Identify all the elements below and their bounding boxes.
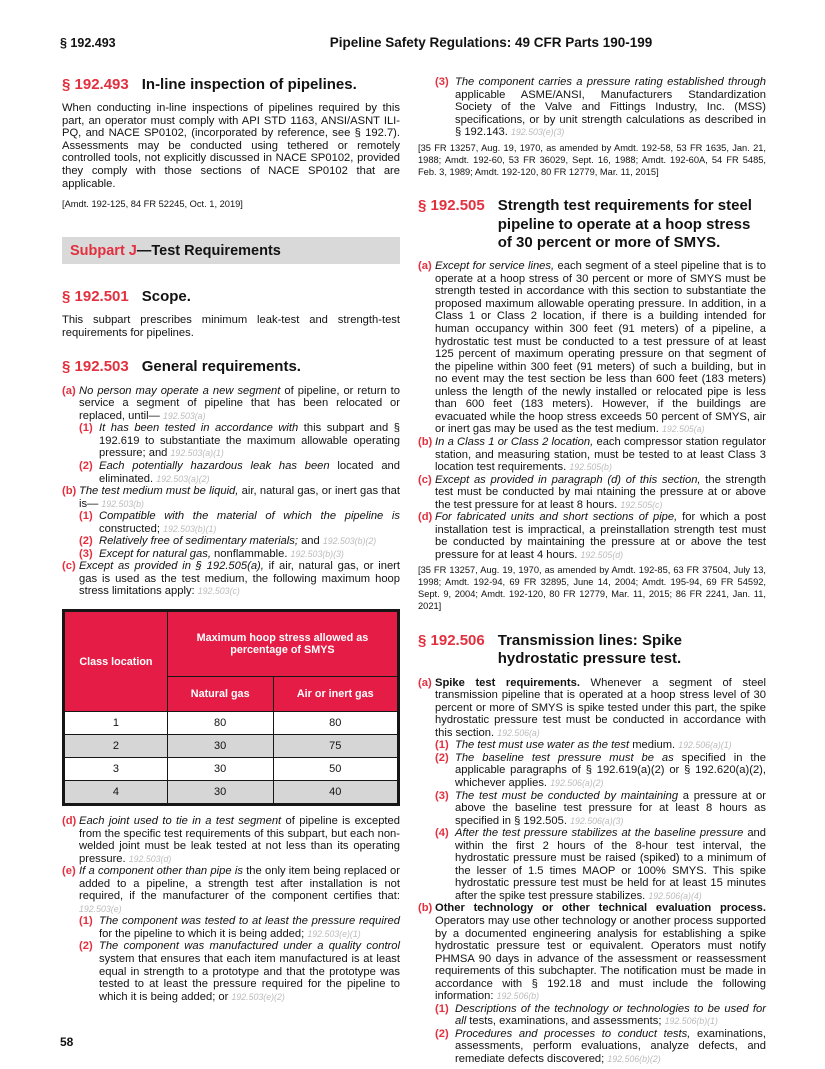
section-number: § 192.503 — [62, 358, 129, 376]
section-heading — [418, 632, 766, 669]
citation-ref: 192.506(b) — [496, 991, 540, 1002]
paragraph-label: (2) — [79, 459, 93, 472]
subpart-banner — [62, 237, 400, 264]
table-cell: 30 — [167, 735, 273, 758]
regulation-paragraph — [435, 752, 766, 790]
paragraph-lead: The component was manufactured under a quality control — [99, 940, 400, 953]
paragraph-label: (1) — [79, 510, 93, 523]
paragraph-lead: After the test pressure stabilizes at the baseline pressure — [455, 827, 744, 840]
amendment-note: [35 FR 13257, Aug. 19, 1970, as amended by Amdt. 192-85, 63 FR 37504, July 13, 1998; Amdt. 192-94, 69 FR 32895, June 14, 2004; Amdt. 195-94, 69 FR 54592, Sept. 9, 2004; Amdt. 192-120, 80 FR 12779, Mar. 11, 2015; 86 FR 2241, Jan. 11, 2021] — [418, 565, 766, 612]
section-number: § 192.505 — [418, 197, 485, 215]
paragraph-lead: No person may operate a new segment — [79, 384, 281, 397]
paragraph-label: (a) — [418, 260, 432, 273]
citation-ref: 192.506(a)(1) — [678, 740, 732, 751]
table-sub-header: Natural gas — [167, 677, 273, 712]
paragraph-lead: The baseline test pressure must be as — [455, 751, 674, 764]
paragraph-label: (3) — [79, 547, 93, 560]
section-heading — [418, 197, 766, 252]
citation-ref: 192.506(a) — [497, 727, 540, 738]
paragraph-label: (d) — [62, 815, 77, 827]
regulation-paragraph — [62, 865, 400, 915]
table-header — [64, 611, 399, 712]
regulation-paragraph — [418, 260, 766, 436]
table-cell: 40 — [273, 781, 398, 805]
running-header-title: Pipeline Safety Regulations: 49 CFR Parts 190-199 — [329, 35, 653, 50]
hoop-stress-table — [62, 609, 400, 806]
table-row — [64, 781, 399, 805]
table-row — [64, 712, 399, 735]
paragraph-label: (2) — [435, 751, 449, 764]
paragraph-text: located and eliminated. — [99, 459, 400, 485]
citation-ref: 192.503(a)(1) — [170, 448, 224, 459]
citation-ref: 192.503(b)(1) — [163, 523, 217, 534]
citation-ref: 192.506(b)(2) — [607, 1053, 661, 1064]
table-cell: 75 — [273, 735, 398, 758]
paragraph-label: (2) — [79, 535, 93, 548]
citation-ref: 192.503(b)(2) — [322, 536, 377, 547]
regulation-paragraph — [418, 436, 766, 474]
section-number: § 192.501 — [62, 288, 129, 306]
paragraph-label: (e) — [62, 865, 76, 878]
citation-ref: 192.503(e)(3) — [511, 127, 565, 138]
regulation-paragraph — [435, 739, 766, 752]
amendment-note: [35 FR 13257, Aug. 19, 1970, as amended by Amdt. 192-58, 53 FR 1635, Jan. 21, 1988; Amdt. 192-60, 53 FR 36029, Sept. 16, 1988; Amdt. 192-60A, 54 FR 5485, Feb. 3, 1989; Amdt. 192-120, 80 FR 12779, Mar. 11, 2015] — [418, 142, 766, 177]
citation-ref: 192.506(a)(4) — [648, 890, 702, 901]
paragraph-label: (4) — [435, 827, 449, 840]
regulation-paragraph — [79, 422, 400, 460]
section-number: § 192.493 — [62, 76, 129, 93]
citation-ref: 192.503(e) — [79, 903, 122, 914]
paragraph-lead: Other technology or other technical evaluation process. — [435, 902, 766, 915]
regulation-paragraph — [418, 677, 766, 740]
paragraph-text: of pipeline is excepted from the specific test requirements of this subpart, but each non-welded joint must be leak tested at not less than its operating pressure. — [79, 815, 400, 865]
paragraph-text: a pressure at or above the baseline test pressure for at least 8 hours as specified in § 192.505. — [455, 789, 766, 827]
regulation-paragraph — [418, 902, 766, 1002]
regulation-paragraph — [62, 815, 400, 865]
paragraph-lead: Except as provided in paragraph (d) of this section, — [435, 473, 701, 486]
subpart-banner-red: Subpart J — [70, 243, 137, 260]
paragraph-lead: The test must be conducted by maintaining — [455, 789, 679, 802]
citation-ref: 192.503(b)(3) — [290, 548, 344, 559]
section-title: Transmission lines: Spike hydrostatic pressure test. — [497, 631, 682, 668]
body-paragraph: When conducting in-line inspections of pipelines required by this part, an operator must comply with API STD 1163, ANSI/ASNT ILI-PQ, and NACE SP0102, (incorporated by reference, see § 192.7). Assessments may be conducted using tethered or remotely controlled tools, not explicitly discussed in NACE SP0102, provided they comply with those sections of NACE SP0102 that are applicable. — [62, 102, 400, 190]
regulation-paragraph — [79, 460, 400, 485]
table-cell: 2 — [64, 735, 168, 758]
table-cell: 50 — [273, 758, 398, 781]
table-header-row — [64, 611, 399, 677]
paragraph-label: (b) — [418, 435, 433, 448]
regulation-paragraph — [79, 510, 400, 535]
page-number: 58 — [60, 1035, 74, 1049]
regulation-paragraph — [435, 827, 766, 902]
table-cell: 80 — [273, 712, 398, 735]
regulation-paragraph — [435, 1003, 766, 1028]
citation-ref: 192.503(a) — [162, 410, 206, 421]
citation-ref: 192.505(a) — [661, 424, 705, 435]
paragraph-text: Operators may use other technology or another process supported by a documented engineering analysis for establishing a spike hydrostatic pressure test or equivalent. Operators must notify PHMSA 90 days in advance of the assessment or reassessment requirements of this subchapter. The notification must be made in accordance with § 192.18 and must include the following information: — [435, 914, 766, 1003]
paragraph-lead: Except as provided in § 192.505(a), — [79, 560, 264, 573]
section-heading — [62, 358, 400, 376]
section-title: In-line inspection of pipelines. — [141, 76, 357, 93]
regulation-paragraph — [62, 385, 400, 423]
regulation-paragraph — [79, 535, 400, 548]
paragraph-text: examinations, assessments, perform evaluations, analyze defects, and remediate defects discovered; — [455, 1027, 766, 1065]
citation-ref: 192.505(b) — [569, 462, 612, 473]
paragraph-label: (1) — [79, 915, 93, 928]
paragraph-lead: Compatible with the material of which the pipeline is — [99, 510, 400, 523]
citation-ref: 192.505(c) — [620, 499, 663, 510]
running-header-section: § 192.493 — [60, 36, 116, 50]
paragraph-lead: Relatively free of sedimentary materials; — [99, 535, 298, 548]
paragraph-label: (2) — [79, 940, 93, 953]
paragraph-lead: The test must use water as the test — [455, 739, 630, 752]
citation-ref: 192.503(c) — [197, 586, 240, 597]
paragraph-label: (1) — [435, 739, 449, 752]
paragraph-text: nonflammable. — [210, 547, 291, 560]
paragraph-lead: Each joint used to tie in a test segment — [79, 815, 282, 827]
paragraph-text: each compressor station regulator station, and measuring station, must be tested to at least Class 3 location test requirements. — [435, 435, 766, 474]
table-cell: 80 — [167, 712, 273, 735]
subpart-banner-title: —Test Requirements — [136, 243, 281, 260]
paragraph-label: (3) — [435, 789, 449, 802]
paragraph-lead: Except for service lines, — [435, 260, 555, 273]
regulation-paragraph — [418, 474, 766, 512]
paragraph-text: and — [297, 535, 323, 548]
table-row — [64, 735, 399, 758]
table-row — [64, 758, 399, 781]
paragraph-text: Whenever a segment of steel transmission pipeline that is operated at a hoop stress level of 30 percent or more of SMYS is spike tested under this part, the spike hydrostatic pressure test must be conducted in accordance with this section. — [435, 676, 767, 739]
paragraph-label: (c) — [418, 473, 432, 486]
table-cell: 30 — [167, 758, 273, 781]
paragraph-lead: Each potentially hazardous leak has been — [99, 459, 330, 472]
paragraph-lead: For fabricated units and short sections of pipe, — [435, 511, 678, 524]
table-sub-header: Air or inert gas — [273, 677, 398, 712]
section-heading — [62, 76, 400, 94]
paragraph-text: this subpart and § 192.619 to substantiate the maximum allowable operating pressure; and — [99, 422, 400, 460]
paragraph-text: the only item being replaced or added to a pipeline, a strength test after installation is not required, if the manufacturer of the component certifies that: — [79, 865, 400, 903]
paragraph-text: medium. — [629, 739, 679, 752]
regulation-paragraph — [418, 511, 766, 561]
right-column — [418, 74, 766, 1066]
regulation-paragraph — [435, 1028, 766, 1066]
paragraph-text: applicable ASME/ANSI, Manufacturers Standardization Society of the Valve and Fittings Industry, Inc. (MSS) specifications, or by unit strength calculations as described in § 192.143. — [455, 88, 766, 139]
paragraph-label: (b) — [418, 902, 433, 915]
paragraph-text: for the pipeline to which it is being added; — [99, 927, 308, 940]
paragraph-lead: Except for natural gas, — [99, 547, 211, 560]
table-body — [64, 712, 399, 805]
paragraph-label: (c) — [62, 560, 76, 573]
paragraph-lead: Descriptions of the technology or technologies to be used for all — [455, 1002, 766, 1028]
table-cell: 3 — [64, 758, 168, 781]
paragraph-label: (b) — [62, 485, 77, 498]
citation-ref: 192.506(a)(3) — [570, 815, 624, 826]
regulation-paragraph — [79, 940, 400, 1003]
paragraph-text: constructed; — [99, 522, 164, 535]
citation-ref: 192.503(b) — [101, 498, 144, 509]
paragraph-text: of pipeline, or return to service a segment of pipeline that has been relocated or replaced, until— — [79, 384, 400, 422]
paragraph-label: (1) — [435, 1002, 449, 1015]
paragraph-lead: It has been tested in accordance with — [99, 422, 299, 435]
section-title: General requirements. — [141, 358, 301, 376]
paragraph-lead: The component carries a pressure rating established through — [455, 76, 766, 88]
regulation-paragraph — [62, 485, 400, 510]
two-column-body — [62, 74, 766, 1066]
paragraph-lead: The component was tested to at least the pressure required — [99, 915, 400, 928]
paragraph-label: (2) — [435, 1027, 449, 1040]
paragraph-text: the strength test must be conducted by mai ntaining the pressure at or above the test pressure for at least 8 hours. — [435, 473, 766, 511]
citation-ref: 192.503(e)(1) — [307, 928, 361, 939]
paragraph-lead: If a component other than pipe is — [79, 865, 243, 878]
paragraph-text: air, natural gas, or inert gas that is— — [79, 485, 400, 510]
paragraph-lead: Procedures and processes to conduct tests, — [455, 1027, 691, 1040]
table-cell: 4 — [64, 781, 168, 805]
paragraph-text: system that ensures that each item manufactured is at least equal in strength to a prototype and that the prototype was tested to at least the pressure required for the pipeline to which it is being added; or — [99, 953, 400, 1003]
citation-ref: 192.506(b)(1) — [664, 1016, 718, 1027]
table-cell: 30 — [167, 781, 273, 805]
paragraph-lead: Spike test requirements. — [435, 676, 580, 689]
citation-ref: 192.505(d) — [580, 549, 624, 560]
section-heading — [62, 288, 400, 306]
amendment-note: [Amdt. 192-125, 84 FR 52245, Oct. 1, 2019] — [62, 199, 243, 210]
paragraph-label: (3) — [435, 76, 449, 88]
body-paragraph: This subpart prescribes minimum leak-test and strength-test requirements for pipelines. — [62, 314, 400, 339]
paragraph-label: (1) — [79, 422, 93, 435]
citation-ref: 192.503(a)(2) — [156, 473, 210, 484]
paragraph-text: specified in the applicable paragraphs of § 192.619(a)(2) or § 192.620(a)(2), whichever applies. — [455, 751, 766, 789]
table-cell: 1 — [64, 712, 168, 735]
paragraph-text: for which a post installation test is impractical, a preinstallation strength test must be conducted by maintaining the pressure at or above the test pressure for at least 4 hours. — [435, 511, 766, 561]
paragraph-text: each segment of a steel pipeline that is to operate at a hoop stress of 30 percent or more of SMYS must be strength tested in accordance with this section to substantiate the proposed maximum allowable operating pressure. In addition, in a Class 1 or Class 2 location, if there is a building intended for human occupancy within 300 feet (91 meters) of a pipeline, a hydrostatic test must be conducted to a test pressure of at least 125 percent of maximum operating pressure on that segment of the pipeline within 300 feet (91 meters) of such a building, but in no event may the test section be less than 600 feet (183 meters) unless the length of the newly installed or relocated pipe is less than 600 feet (183 meters). However, if the buildings are evacuated while the hoop stress exceeds 50 percent of SMYS, air or inert gas may be used as the test medium. — [435, 260, 766, 436]
paragraph-text: and within the first 2 hours of the 8-hour test interval, the hydrostatic pressure must be raised (spiked) to a minimum of the lesser of 1.5 times MAOP or 100% SMYS. This spike hydrostatic pressure test must be held for at least 15 minutes after the spike test pressure stabilizes. — [455, 827, 766, 902]
table-corner-header: Class location — [64, 611, 168, 712]
paragraph-lead: In a Class 1 or Class 2 location, — [435, 435, 594, 448]
regulation-paragraph — [79, 915, 400, 940]
regulation-paragraph — [62, 560, 400, 598]
section-title: Strength test requirements for steel pipeline to operate at a hoop stress of 30 percent or more of SMYS. — [497, 197, 752, 251]
section-number: § 192.506 — [418, 631, 485, 649]
regulation-paragraph — [79, 548, 400, 561]
citation-ref: 192.503(e)(2) — [231, 991, 285, 1002]
paragraph-text: tests, examinations, and assessments; — [466, 1015, 665, 1028]
paragraph-lead: The test medium must be liquid, — [79, 485, 239, 498]
paragraph-label: (d) — [418, 511, 433, 524]
citation-ref: 192.503(d) — [128, 853, 172, 864]
table-span-header: Maximum hoop stress allowed as percentage of SMYS — [167, 611, 398, 677]
regulation-paragraph — [435, 76, 766, 139]
citation-ref: 192.506(a)(2) — [550, 777, 604, 788]
regulation-paragraph — [435, 790, 766, 828]
paragraph-label: (a) — [418, 676, 432, 689]
section-title: Scope. — [141, 288, 191, 306]
paragraph-text: if air, natural gas, or inert gas is used as the test medium, the following maximum hoop stress limitations apply: — [79, 560, 401, 598]
paragraph-label: (a) — [62, 384, 76, 397]
left-column — [62, 74, 400, 1003]
